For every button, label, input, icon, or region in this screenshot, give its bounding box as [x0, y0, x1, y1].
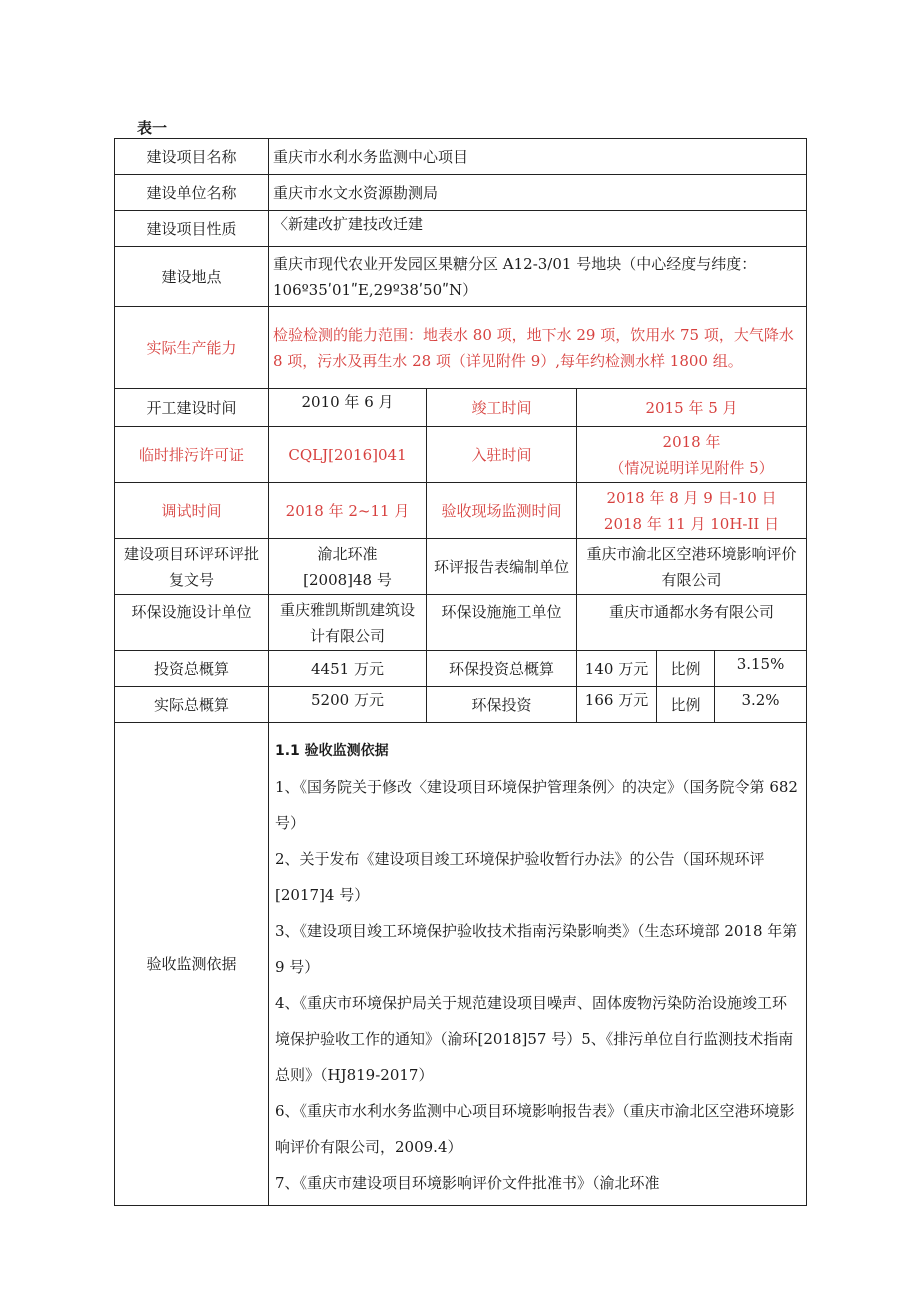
actual-total-value: 5200 万元 — [269, 687, 427, 723]
basis-item: 1、《国务院关于修改〈建设项目环境保护管理条例〉的决定》（国务院令第 682 号） — [275, 778, 798, 832]
capacity-label: 实际生产能力 — [115, 307, 269, 389]
start-time-value: 2010 年 6 月 — [269, 389, 427, 427]
construct-unit-value: 重庆市通都水务有限公司 — [577, 595, 807, 651]
env-invest-total-label: 环保投资总概算 — [427, 651, 577, 687]
finish-time-value: 2015 年 5 月 — [577, 389, 807, 427]
basis-label: 验收监测依据 — [115, 723, 269, 1206]
permit-value: CQLJ[2016]041 — [269, 427, 427, 483]
ratio-value-1: 3.15% — [715, 651, 807, 687]
approval-line1: 渝北环准 — [317, 544, 378, 563]
approval-line2: [2008]48 号 — [303, 570, 392, 589]
monitor-time-value — [577, 483, 807, 539]
project-name-label: 建设项目名称 — [115, 139, 269, 175]
move-in-note: （情况说明详见附件 5） — [609, 458, 774, 477]
env-invest-label: 环保投资 — [427, 687, 577, 723]
approval-label: 建设项目环评环评批复文号 — [115, 539, 269, 595]
basis-content — [269, 723, 807, 1206]
capacity-value: 检验检测的能力范围：地表水 80 项，地下水 29 项，饮用水 75 项，大气降水 8 项，污水及再生水 28 项（详见附件 9）,每年约检测水样 1800 组。 — [269, 307, 807, 389]
monitor-time-second: 2018 年 11 月 10H-II 日 — [603, 514, 780, 533]
basis-item: 4、《重庆市环境保护局关于规范建设项目噪声、固体废物污染防治设施竣工环境保护验收工作的通知》（渝环[2018]57 号）5、《排污单位自行监测技术指南总则》（HJ819-2017） — [275, 994, 794, 1084]
ratio-label-2: 比例 — [657, 687, 715, 723]
ratio-value-2: 3.2% — [715, 687, 807, 723]
basis-item: 6、《重庆市水利水务监测中心项目环境影响报告表》（重庆市渝北区空港环境影响评价有限公司，2009.4） — [275, 1102, 795, 1156]
invest-total-label: 投资总概算 — [115, 651, 269, 687]
basis-item: 3、《建设项目竣工环境保护验收技术指南污染影响类》（生态环境部 2018 年第 9 号） — [275, 922, 798, 976]
move-in-year: 2018 年 — [662, 432, 721, 451]
report-unit-label: 环评报告表编制单位 — [427, 539, 577, 595]
nature-value: 〈新建改扩建技改迁建 — [269, 211, 807, 247]
construct-unit-label: 环保设施施工单位 — [427, 595, 577, 651]
monitor-time-label: 验收现场监测时间 — [427, 483, 577, 539]
env-invest-value: 166 万元 — [577, 687, 657, 723]
unit-name-label: 建设单位名称 — [115, 175, 269, 211]
basis-section-title: 1.1 验收监测依据 — [275, 743, 389, 759]
finish-time-label: 竣工时间 — [427, 389, 577, 427]
project-info-table — [114, 138, 807, 1206]
invest-total-value: 4451 万元 — [269, 651, 427, 687]
design-unit-label: 环保设施设计单位 — [115, 595, 269, 651]
env-invest-total-value: 140 万元 — [577, 651, 657, 687]
debug-time-value: 2018 年 2~11 月 — [269, 483, 427, 539]
nature-label: 建设项目性质 — [115, 211, 269, 247]
move-in-label: 入驻时间 — [427, 427, 577, 483]
design-unit-value: 重庆雅凯斯凯建筑设计有限公司 — [269, 595, 427, 651]
basis-item: 7、《重庆市建设项目环境影响评价文件批准书》（渝北环准 — [275, 1174, 660, 1192]
approval-value — [269, 539, 427, 595]
basis-item: 2、关于发布《建设项目竣工环境保护验收暂行办法》的公告（国环规环评[2017]4 号） — [275, 850, 765, 904]
permit-label: 临时排污许可证 — [115, 427, 269, 483]
ratio-label-1: 比例 — [657, 651, 715, 687]
location-label: 建设地点 — [115, 247, 269, 307]
report-unit-value: 重庆市渝北区空港环境影响评价有限公司 — [577, 539, 807, 595]
monitor-time-first: 2018 年 8 月 9 日-10 日 — [606, 488, 777, 507]
move-in-value — [577, 427, 807, 483]
location-value: 重庆市现代农业开发园区果糖分区 A12-3/01 号地块（中心经度与纬度：106º35ʹ01ʺE,29º38ʹ50ʺN） — [269, 247, 807, 307]
start-time-label: 开工建设时间 — [115, 389, 269, 427]
unit-name-value: 重庆市水文水资源勘测局 — [269, 175, 807, 211]
debug-time-label: 调试时间 — [115, 483, 269, 539]
project-name-value: 重庆市水利水务监测中心项目 — [269, 139, 807, 175]
actual-total-label: 实际总概算 — [115, 687, 269, 723]
table-caption: 表一 — [137, 119, 168, 137]
